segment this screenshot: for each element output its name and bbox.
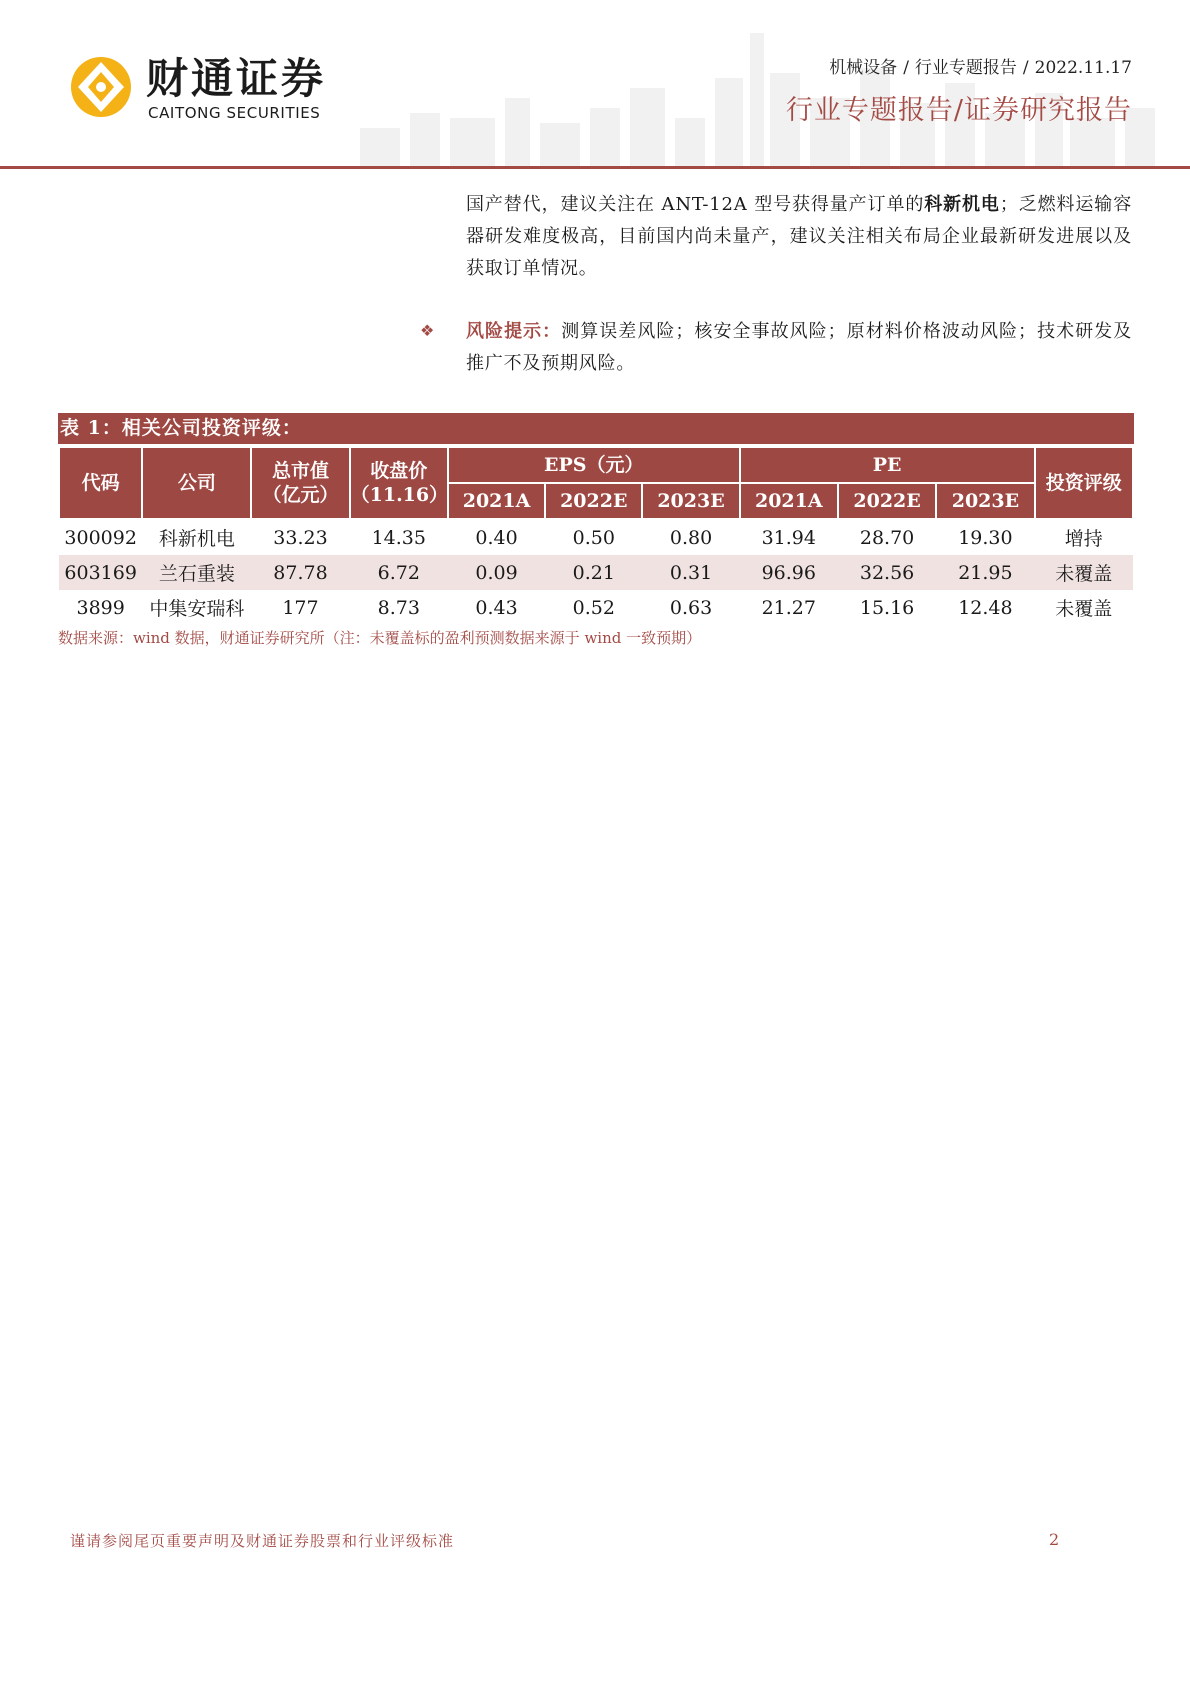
paragraph-text: ；乏燃料运输容器研发难度极高，目前国内尚未量产，建议关注相关布局企业最新研发进展以及获取订单情况。: [466, 194, 1132, 279]
table-row: [59, 590, 1133, 625]
cell-code: 603169: [59, 555, 142, 590]
header-code: 代码: [59, 447, 142, 519]
risk-text: 测算误差风险；核安全事故风险；原材料价格波动风险；技术研发及推广不及预期风险。: [466, 321, 1133, 374]
cell-code: 3899: [76, 596, 125, 619]
body-paragraph: [466, 189, 1132, 285]
header-pe-2023e: 2023E: [936, 483, 1034, 519]
header-pe: PE: [740, 447, 1035, 483]
cell-pe-2021a: 96.96: [740, 555, 838, 590]
header-market-cap: 总市值 （亿元）: [251, 447, 349, 519]
header-company: 公司: [142, 447, 251, 519]
cell-eps-2021a: 0.43: [475, 596, 518, 619]
cell-eps-2023e: 0.31: [642, 555, 739, 590]
header-eps-2022e: 2022E: [545, 483, 642, 519]
cell-rating: 未覆盖: [1035, 555, 1133, 590]
table-row: [59, 519, 1133, 555]
cell-rating: 未覆盖: [1055, 598, 1113, 620]
page-number: 2: [1049, 1530, 1060, 1549]
table-title: 表 1：相关公司投资评级：: [58, 413, 1134, 444]
sector-label: 机械设备: [829, 58, 898, 78]
cell-pe-2022e: 28.70: [859, 526, 915, 549]
table-row: [59, 555, 1133, 590]
cell-eps-2022e: 0.21: [545, 555, 642, 590]
cell-rating: 增持: [1064, 528, 1103, 550]
report-type-title: 行业专题报告/证券研究报告: [785, 95, 1132, 126]
risk-label: 风险提示：: [466, 321, 562, 342]
cell-eps-2021a: 0.40: [475, 526, 518, 549]
highlighted-company: 科新机电: [924, 194, 1000, 215]
cell-pe-2022e: 32.56: [838, 555, 936, 590]
header-eps-2021a: 2021A: [448, 483, 545, 519]
cell-market-cap: 33.23: [273, 526, 328, 549]
cell-pe-2021a: 31.94: [761, 526, 816, 549]
cell-company: 兰石重装: [142, 555, 251, 590]
header-divider: [0, 166, 1190, 169]
cell-pe-2023e: 21.95: [936, 555, 1034, 590]
paragraph-text: 国产替代，建议关注在 ANT-12A 型号获得量产订单的: [466, 194, 925, 215]
cell-pe-2021a: 21.27: [761, 596, 816, 619]
header-eps: EPS（元）: [448, 447, 740, 483]
cell-pe-2022e: 15.16: [859, 596, 915, 619]
header-rating: 投资评级: [1035, 447, 1133, 519]
cell-market-cap: 177: [282, 596, 319, 619]
header-pe-2022e: 2022E: [838, 483, 936, 519]
cell-eps-2021a: 0.09: [448, 555, 545, 590]
diamond-bullet-icon: ❖: [420, 321, 435, 340]
company-logo-text: 财通证券: [146, 54, 327, 103]
header-pe-2021a: 2021A: [740, 483, 838, 519]
rating-table: [58, 446, 1134, 625]
cell-pe-2023e: 19.30: [958, 526, 1013, 549]
header-eps-2023e: 2023E: [642, 483, 739, 519]
cell-company: 科新机电: [158, 528, 235, 550]
report-meta: 机械设备 / 行业专题报告 / 2022.11.17: [829, 58, 1132, 78]
cell-code: 300092: [64, 526, 137, 549]
report-category: 行业专题报告: [914, 58, 1017, 78]
risk-paragraph: [466, 316, 1132, 380]
footer-disclaimer: 谨请参阅尾页重要声明及财通证券股票和行业评级标准: [70, 1532, 455, 1550]
cell-pe-2023e: 12.48: [958, 596, 1013, 619]
cell-eps-2023e: 0.63: [669, 596, 713, 619]
cell-close: 6.72: [350, 555, 448, 590]
cell-close: 8.73: [377, 596, 420, 619]
header-close-price: 收盘价 （11.16）: [350, 447, 448, 519]
caitong-logo-icon: [66, 54, 136, 120]
company-logo-english: CAITONG SECURITIES: [148, 104, 321, 122]
cell-close: 14.35: [371, 526, 426, 549]
cell-eps-2022e: 0.52: [572, 596, 615, 619]
table-source-note: 数据来源：wind 数据，财通证券研究所（注：未覆盖标的盈利预测数据来源于 wind 一致预期）: [58, 629, 702, 647]
cell-company: 中集安瑞科: [149, 598, 245, 620]
cell-eps-2022e: 0.50: [572, 526, 615, 549]
report-date: 2022.11.17: [1034, 58, 1132, 78]
cell-eps-2023e: 0.80: [669, 526, 713, 549]
cell-market-cap: 87.78: [251, 555, 349, 590]
